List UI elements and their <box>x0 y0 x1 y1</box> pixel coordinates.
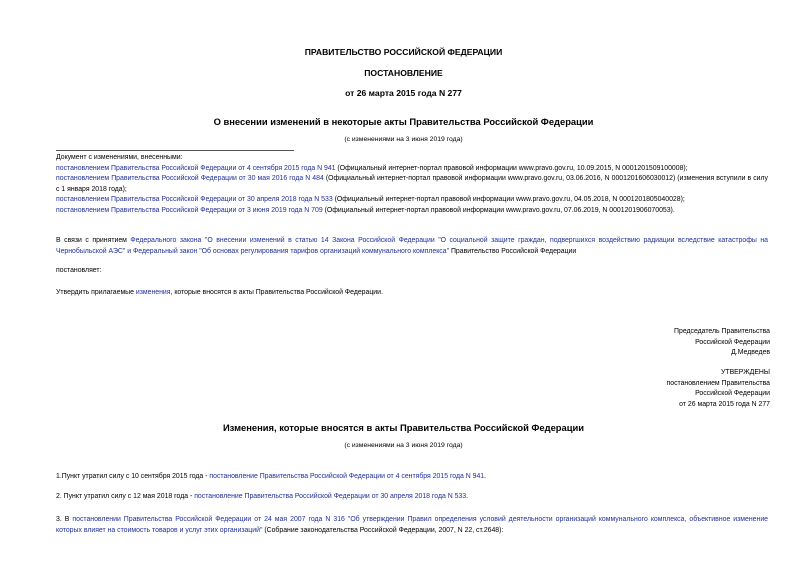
signature-org: Российской Федерации <box>695 338 770 346</box>
item-link[interactable]: постановление Правительства Российской Федерации от 30 апреля 2018 года N 533 <box>194 493 467 500</box>
amendment-link[interactable]: постановлением Правительства Российской Федерации от 3 июня 2019 года N 709 <box>56 206 323 214</box>
item-end: (Собрание законодательства Российской Федерации, 2007, N 22, ст.2648): <box>262 526 504 534</box>
decrees-word: постановляет: <box>56 267 102 274</box>
item-text: 3. В <box>56 516 73 523</box>
preamble-text: В связи с принятием <box>56 237 131 244</box>
government-heading: ПРАВИТЕЛЬСТВО РОССИЙСКОЙ ФЕДЕРАЦИИ <box>304 47 503 57</box>
preamble-text-end: Правительство Российской Федерации <box>449 247 577 255</box>
document-date-number: от 26 марта 2015 года N 277 <box>345 88 462 98</box>
approval-line: Российской Федерации <box>695 390 770 397</box>
amendment-item <box>56 195 768 206</box>
document-type: ПОСТАНОВЛЕНИЕ <box>364 68 443 78</box>
document-title: О внесении изменений в некоторые акты Правительства Российской Федерации <box>213 116 594 127</box>
signature-block <box>674 327 770 359</box>
federal-law-link[interactable]: Федерального закона "О внесении изменений в статью 14 Закона Российской Федерации "О социальной защите граждан, подвергшихся воздействию радиации вследствие катастрофы на Чернобыльской АЭС" и Федеральный закон "Об основах регулирования тарифов организаций коммунального комплекса" <box>56 237 768 255</box>
changes-link[interactable]: изменения <box>135 289 171 296</box>
item-link[interactable]: постановлении Правительства Российской Федерации от 24 мая 2007 года N 316 "Об утверждении Правил определения условий деятельности организаций коммунального комплекса, объективное изменение которых влияет на стоимость товаров и услуг этих организаций" <box>56 516 769 534</box>
item-text: 1.Пункт утратил силу с 10 сентября 2015 года - <box>56 473 210 480</box>
item-3 <box>56 515 768 536</box>
approval-heading: УТВЕРЖДЕНЫ <box>721 369 770 376</box>
approval-line: постановлением Правительства <box>666 379 770 387</box>
amendment-source: (Официальный интернет-портал правовой информации www.pravo.gov.ru, 04.05.2018, N 0001201805040028); <box>332 196 685 203</box>
amendment-item <box>56 206 768 217</box>
amendments-intro: Документ с изменениями, внесенными: <box>56 154 183 161</box>
divider-line <box>56 150 294 151</box>
item-link[interactable]: постановление Правительства Российской Федерации от 4 сентября 2015 года N 941 <box>209 473 485 480</box>
signature-position: Председатель Правительства <box>674 328 770 335</box>
preamble-paragraph <box>56 236 768 257</box>
amendment-link[interactable]: постановлением Правительства Российской Федерации от 30 мая 2016 года N 484 <box>56 175 324 182</box>
amendment-source: (Официальный интернет-портал правовой информации www.pravo.gov.ru, 03.06.2016, N 0001201606030012) (изменения вступили в силу с 1 января 2018 года); <box>56 175 768 193</box>
amendment-link[interactable]: постановлением Правительства Российской Федерации от 30 апреля 2018 года N 533 <box>56 196 333 203</box>
item-text: 2. Пункт утратил силу с 12 мая 2018 года - <box>56 493 195 500</box>
signature-name: Д.Медведев <box>731 349 770 356</box>
amendment-source: (Официальный интернет-портал правовой информации www.pravo.gov.ru, 07.06.2019, N 0001201906070053). <box>322 206 675 214</box>
amendment-item <box>56 174 768 195</box>
changes-note: (с изменениями на 3 июня 2019 года) <box>344 136 463 143</box>
item-end: . <box>484 473 487 480</box>
amendments-block <box>56 153 768 216</box>
item-end: . <box>466 493 469 500</box>
approval-block <box>667 368 771 410</box>
approve-paragraph <box>56 288 383 299</box>
approve-text: Утвердить прилагаемые <box>56 289 136 296</box>
amendment-source: (Официальный интернет-портал правовой информации www.pravo.gov.ru, 10.09.2015, N 0001201509100008); <box>335 164 688 172</box>
amendment-link[interactable]: постановлением Правительства Российской Федерации от 4 сентября 2015 года N 941 <box>56 164 336 172</box>
changes-note-2: (с изменениями на 3 июня 2019 года) <box>344 442 463 449</box>
changes-title: Изменения, которые вносятся в акты Правительства Российской Федерации <box>222 422 585 433</box>
item-2 <box>56 492 468 503</box>
approve-text-end: , которые вносятся в акты Правительства Российской Федерации. <box>170 289 383 296</box>
amendment-item <box>56 164 768 175</box>
approval-date: от 26 марта 2015 года N 277 <box>679 400 770 408</box>
item-1 <box>56 472 486 483</box>
